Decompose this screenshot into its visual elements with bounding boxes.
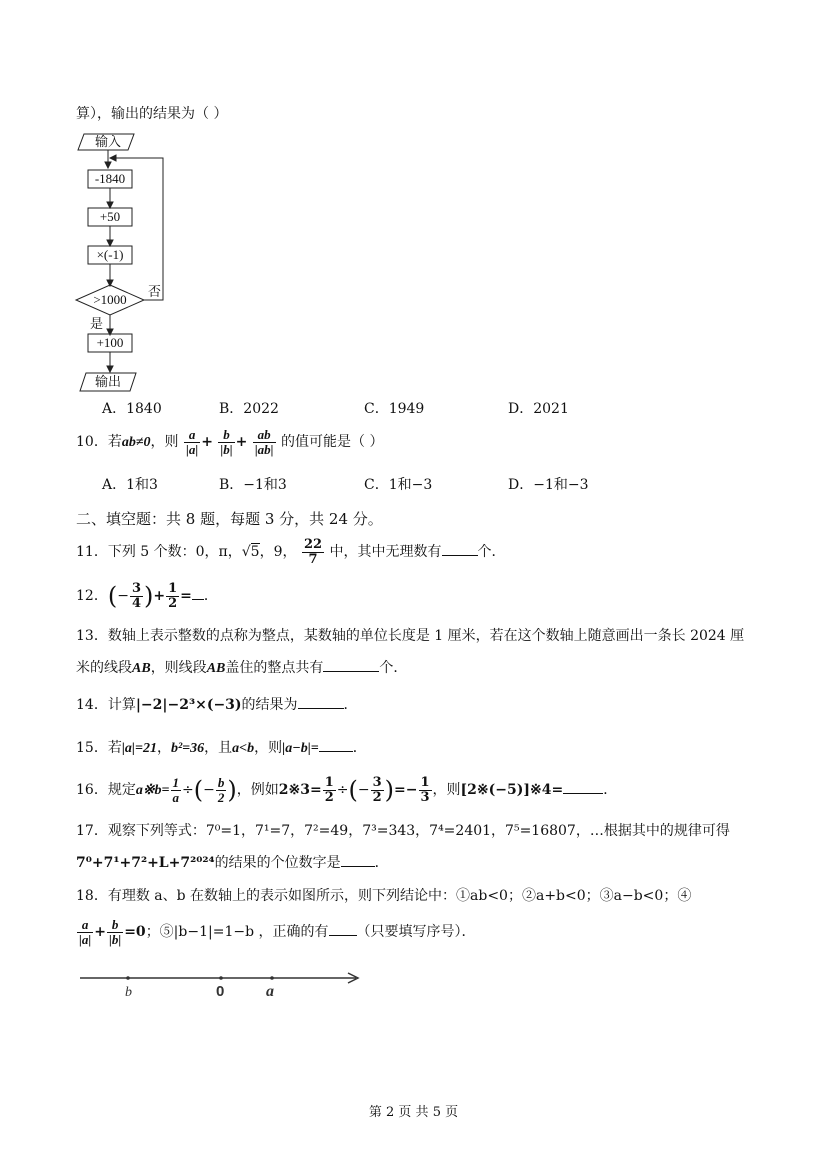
- flow-step2-label: +50: [99, 209, 121, 224]
- point-o: [219, 976, 223, 980]
- q10-stem: 10．若ab≠0，则 $\frac{a}{|a|}$ + $\frac{b}{|b|}$ + $\frac{ab}{|ab|}$ 的值可能是（ ）: [76, 427, 384, 457]
- flow-yes-label: 是: [90, 316, 104, 331]
- section-heading: 二、填空题：共 8 题，每题 3 分，共 24 分。: [76, 510, 383, 528]
- page-footer: 第 2 页 共 5 页: [368, 1105, 459, 1120]
- q14: 14．计算|−2|−2³×(−3)的结果为 ．: [76, 697, 358, 713]
- q17-line2: 7⁰+7¹+7²+L+7²⁰²⁴的结果的个位数字是 ．: [76, 855, 389, 871]
- flow-step4-label: +100: [96, 335, 124, 350]
- label-a: a: [266, 983, 274, 1000]
- q9-option-b: B．2022: [219, 401, 279, 417]
- q12: 12．(− $\frac{3}{4}$ )+ $\frac{1}{2}$ = ．: [76, 581, 218, 611]
- flowchart: [70, 128, 180, 400]
- flow-input-label: 输入: [94, 134, 122, 149]
- q11: 11．下列 5 个数：0，π，√5，9， $\frac{22}{7}$ 中，其中无理数有 个．: [76, 537, 506, 567]
- q17-line1: 17．观察下列等式：7⁰=1，7¹=7，7²=49，7³=343，7⁴=2401，7⁵=16807，…根据其中的规律可得: [76, 823, 730, 839]
- flow-cond-label: >1000: [93, 292, 127, 307]
- point-b: [126, 976, 130, 980]
- q10-option-b: B．−1和3: [219, 477, 287, 493]
- q9-stem: 算），输出的结果为（ ）: [76, 106, 228, 122]
- label-b: b: [125, 985, 132, 1000]
- q13-line1: 13．数轴上表示整数的点称为整点，某数轴的单位长度是 1 厘米，若在这个数轴上随意画出一条长 2024 厘: [76, 628, 745, 644]
- q9-option-a: A．1840: [102, 401, 162, 417]
- q18-line1: 18．有理数 a、b 在数轴上的表示如图所示，则下列结论中：①ab<0；②a+b<0；③a−b<0；④: [76, 888, 692, 904]
- q16: 16．规定a※b= $\frac{1}{a}$ ÷(− $\frac{b}{2}$ )，例如2※3= $\frac{1}{2}$ ÷(− $\frac{3}{2}$ )=− $\frac{1}{3}$ ，则[2※(−5)]※4= ．: [76, 775, 618, 805]
- q13-line2: 米的线段AB，则线段AB盖住的整点共有 个．: [76, 660, 408, 676]
- q18-line2: $\frac{a}{|a|}$ + $\frac{b}{|b|}$ =0；⑤|b−1|=1−b ，正确的有 （只要填写序号）．: [79, 917, 476, 947]
- flow-step3-label: ×(-1): [96, 247, 124, 262]
- label-o: 0: [216, 983, 225, 1000]
- q9-option-c: C．1949: [364, 401, 425, 417]
- q10-option-a: A．1和3: [102, 477, 158, 493]
- point-a: [270, 976, 274, 980]
- flow-no-label: 否: [148, 284, 162, 299]
- q9-option-d: D．2021: [508, 401, 569, 417]
- q10-option-c: C．1和−3: [364, 477, 433, 493]
- q10-option-d: D．−1和−3: [508, 477, 589, 493]
- flow-output-label: 输出: [94, 374, 122, 389]
- flow-step1-label: -1840: [94, 171, 126, 186]
- number-line: [76, 968, 366, 1002]
- q15: 15．若|a|=21，b²=36，且a<b，则|a−b|= ．: [76, 740, 367, 756]
